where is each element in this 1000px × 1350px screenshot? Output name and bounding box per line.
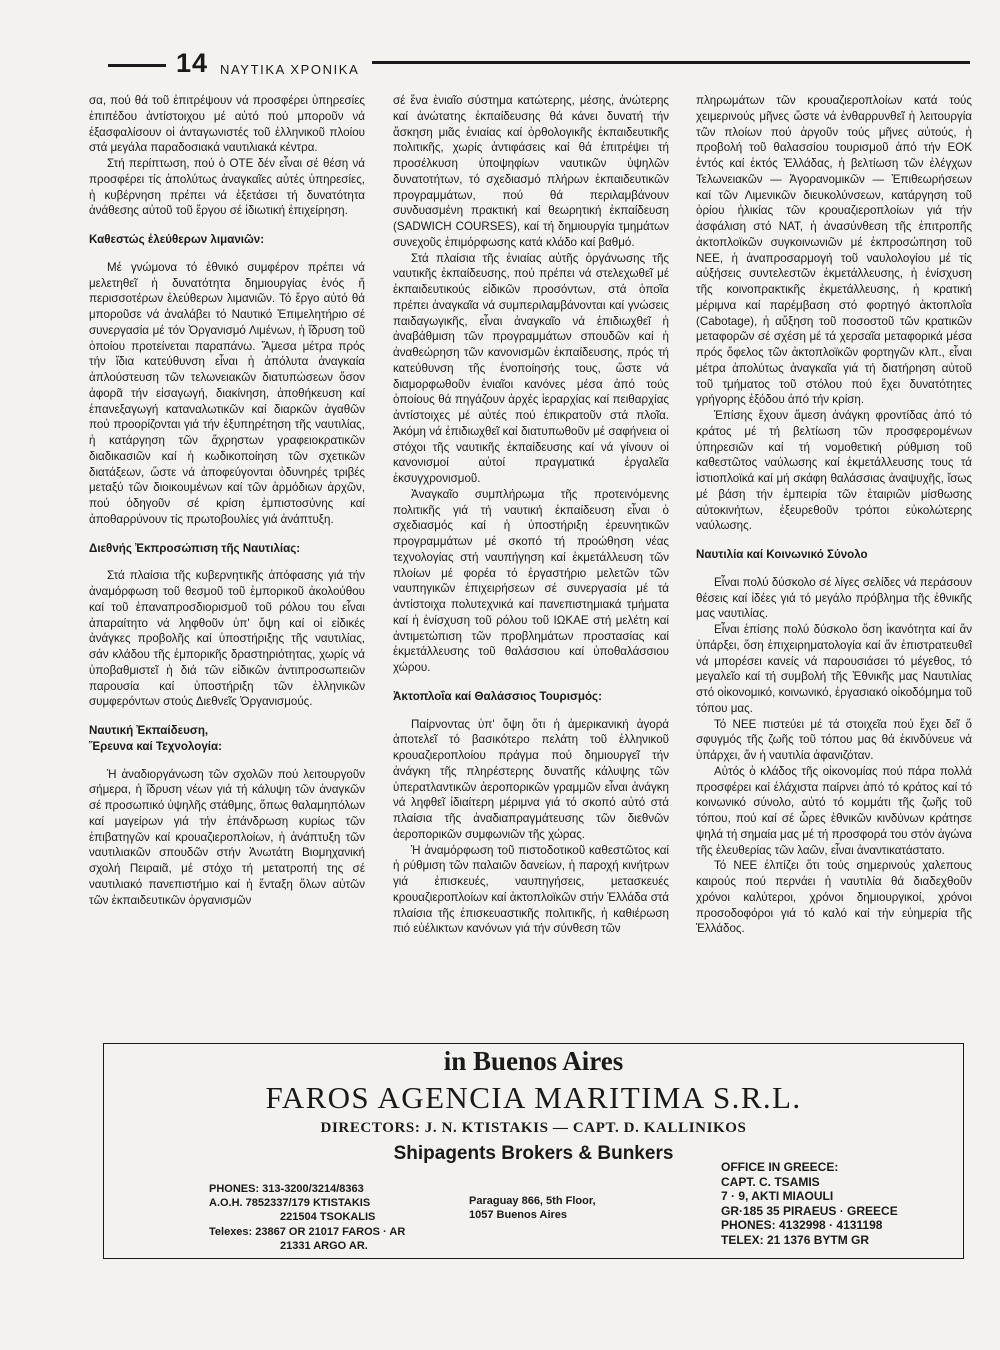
ad-phones: PHONES: 313-3200/3214/8363 (209, 1183, 364, 1195)
paragraph: Ἡ ἀναμόρφωση τοῦ πιστοδοτικοῦ καθεστῶτος καί ἡ ρύθμιση τῶν παλαιῶν δανείων, ἡ παροχή κινήτρων γιά ἐπισκευές, ναυπηγήσεις, μετασκευές κρουαζιεροπλοίων καί ἀκτοπλοϊκῶν στήν Ἑλλάδα στά πλαίσια τῆς ἐπισκευαστικῆς πολιτικῆς, ἡ καθιέρωση πιό εὐέλικτων κανόνων γιά τήν σύνθεση τῶν (393, 843, 669, 936)
section-heading: Ἀκτοπλοΐα καί Θαλάσσιος Τουρισμός: (393, 689, 602, 703)
section-heading-line: Ναυτική Ἐκπαίδευση, (89, 724, 209, 737)
article-column-2 (393, 93, 669, 1038)
paragraph: Ἀναγκαῖο συμπλήρωμα τῆς προτεινόμενης πολιτικῆς γιά τή ναυτική ἐκπαίδευση εἶναι ὁ σχεδιασμός καί ἡ ὑποστήριξη ἐρευνητικῶν προγραμμάτων μέ σκοπό τή προώθηση νέας τεχνολογίας στή ναυπήγηση καί ἐκμετάλλευση τῶν πλοίων μέ φορέα τό ἐργαστήριο μελετῶν τῶν ναυπηγικῶν ἐπιχειρήσεων σέ συνεργασία μέ τά ἀντίστοιχα πολυτεχνικά καί πανεπιστημιακά τμήματα καί ἡ ἐνίσχυση τοῦ ρόλου τοῦ ΙΩΚΑΕ στή μελέτη καί ἀντιμετώπιση τῶν προβλημάτων προστασίας καί ἐκμετάλλευσης τοῦ θαλάσσιου καί ὑποθαλάσσιου χώρου. (393, 487, 669, 674)
paragraph: Παίρνοντας ὑπ' ὄψη ὅτι ἡ ἀμερικανική ἀγορά ἀποτελεῖ τό βασικότερο πελάτη τοῦ ἑλληνικοῦ κρουαζιεροπλοίου πράγμα πού δημιουργεῖ τήν ἀνάγκη τῆς πληρέστερης δυνατῆς κάλυψης τῶν ὑπερατλαντικῶν ἀεροπορικῶν γραμμῶν εἶναι ἀνάγκη νά ληφθεῖ ἰδιαίτερη μέριμνα γιά τό σκοπό αὐτό στά πλαίσια τῆς ἀναδιαπραγμάτευσης τῶν διεθνῶν ἀεροπορικῶν συμφωνιῶν τῆς χώρας. (393, 717, 669, 841)
ad-aoh: A.O.H. 7852337/179 KTISTAKIS (209, 1197, 371, 1210)
paragraph: Τό ΝΕΕ πιστεύει μέ τά στοιχεῖα πού ἔχει δεῖ ὅ σφυγμός τῆς ζωῆς τοῦ τόπου μας θά ἐκινδύνευε νά ὑπάρχει, ἄν ἡ ναυτιλία ἀφανιζόταν. (696, 717, 972, 762)
paragraph: Μέ γνώμονα τό ἐθνικό συμφέρον πρέπει νά μελετηθεῖ ἡ δυνατότητα δημιουργίας ἑνός ἤ περισσοτέρων ἐλεύθερων λιμανιῶν. Τό ἔργο αὐτό θά μποροῦσε νά ἀναλάβει τό Ναυτικό Ἐπιμελητήριο σέ συνεργασία μέ τόν Ὀργανισμό Λιμένων, ἡ ἵδρυση τοῦ ὁποίου προτείνεται παραπάνω. Ἄμεσα μέτρα πρός τήν ἴδια κατεύθυνση εἶναι ἡ ἀπόλυτα ἀναγκαία ἀπλούστευση τῶν τελωνειακῶν διατυπώσεων ὅσον ἀφορᾶ τήν εἰσαγωγή, διακίνηση, ἀποθήκευση καί ἐπανεξαγωγή καταναλωτικῶν καί διαρκῶν ἀγαθῶν πού προορίζονται γιά τήν ἐξυπηρέτηση τῆς ναυτιλίας, ἡ κατάργηση τῶν ἄχρηστων γραφειοκρατικῶν διαδικασιῶν καί ἡ κωδικοποίηση τῶν σχετικῶν διατάξεων, ὥστε νά ἀποφεύγονται ὀδυνηρές τριβές μεταξύ τῶν διοικουμένων καί τῶν ἁρμόδιων ἀρχῶν, πού ὁδηγοῦν σέ κρίση ἐμπιστοσύνης καί ἀποθαρρύνουν τίς πρωτοβουλίες γιά ἀνάπτυξη. (89, 260, 365, 526)
ad-greece-telex: TELEX: 21 1376 BYTM GR (721, 1232, 870, 1247)
paragraph: Αὐτός ὁ κλάδος τῆς οἰκονομίας πού πάρα πολλά προσφέρει καί ἐλάχιστα παίρνει ἀπό τό κράτος καί τό κοινωνικό σύνολο, αὐτό τό κομμάτι τῆς ζωῆς τοῦ τόπου, πού καί σέ ὧρες ἐθνικῶν κινδύνων κράτησε ψηλά τή σημαία μας μέ τή προσφορά του στόν ἀγώνα τῆς ἐλευθερίας τῶν λαῶν, εἶναι ἀναντικατάστατο. (696, 764, 972, 857)
article-column-3 (696, 93, 972, 1038)
section-heading: Ναυτιλία καί Κοινωνικό Σύνολο (696, 548, 868, 561)
section-heading (89, 723, 365, 755)
section-heading: Καθεστώς ἐλεύθερων λιμανιῶν: (89, 233, 265, 246)
ad-greece-contact: CAPT. C. TSAMIS (721, 1174, 820, 1189)
ad-greece-phones: PHONES: 4132998 · 4131198 (721, 1218, 883, 1233)
article-column-1 (89, 93, 365, 1038)
header-rule-right (372, 61, 970, 64)
paragraph: σέ ἕνα ἑνιαῖο σύστημα κατώτερης, μέσης, ἀνώτερης καί ἀνώτατης ἐκπαίδευσης θά κάνει δυνατή τήν ἄσκηση μιᾶς ἑνιαίας καί ὀρθολογικῆς ἐκπαιδευτικῆς πολιτικῆς, χωρίς ἀντιφάσεις καί θά ἐπιτρέψει τή προσέλκυση ὑποψηφίων ναυτικῶν ὑψηλῶν δυνατοτήτων, τό σχεδιασμό πλήρων ἐκπαιδευτικῶν προγραμμάτων, πού θά περιλαμβάνουν συνδυασμένη πρακτική καί θεωρητική ἐκπαίδευση (SADWICH COURSES), καί τή δημιουργία τμημάτων συνεχοῦς ἐπιμόρφωσης κατά κλάδο καί βαθμό. (393, 94, 669, 249)
ad-directors: DIRECTORS: J. N. KTISTAKIS — CAPT. D. KALLINIKOS (320, 1120, 747, 1136)
paragraph: Εἶναι ἐπίσης πολύ δύσκολο ὅση ἱκανότητα καί ἄν ὑπάρξει, ὅση ἐπιχειρηματολογία καί ἄν ἐπιστρατευθεῖ νά μπορέσει κανείς νά παρουσιάσει τό μέγεθος, τό μεγαλεῖο καί τή συμβολή τῆς Ἐθνικῆς μας Ναυτιλίας στό οἰκονομικό, κοινωνικό, ἐργασιακό οἰκοδόμημα τοῦ τόπου μας. (696, 623, 972, 715)
publication-title: ΝΑΥΤΙΚΑ ΧΡΟΝΙΚΑ (220, 62, 360, 77)
header-rule-left (108, 64, 166, 67)
ad-greece-title: OFFICE IN GREECE: (721, 1160, 839, 1174)
ad-greece-office (721, 1160, 898, 1248)
ad-services: Shipagents Brokers & Bunkers (393, 1143, 674, 1164)
paragraph: σα, πού θά τοῦ ἐπιτρέψουν νά προσφέρει ὑπηρεσίες ἐπιπέδου ἀντίστοιχου μέ αὐτό πού μποροῦν νά ἐξασφαλίσουν οἱ ἀνταγωνιστές τοῦ ἑλληνικοῦ πλοίου στά μεγάλα παραδοσιακά ναυτιλιακά κέντρα. (89, 94, 365, 155)
advertisement-box (103, 1043, 964, 1259)
paragraph: Ἐπίσης ἔχουν ἄμεση ἀνάγκη φροντίδας ἀπό τό κράτος μέ τή βελτίωση τῶν προσφερομένων ὑπηρεσιῶν καί τή νομοθετική ρύθμιση τοῦ καθεστῶτος ναύλωσης καί ἐκμετάλλευσης τους τά ἱστιοπλοϊκά καί μή σκάφη θαλάσσιας ἀναψυχῆς, ἴσως μέ βάση τήν ἐμπειρία τῶν ἑταιριῶν μίσθωσης αὐτοκινήτων, ἐξευρεθοῦν τρόποι εὐκολώτερης ναύλωσης. (696, 409, 972, 533)
ad-company-name: FAROS AGENCIA MARITIMA S.R.L. (265, 1080, 802, 1115)
section-heading: Διεθνής Ἐκπροσώπιση τῆς Ναυτιλίας: (89, 541, 301, 555)
ad-address-line: 1057 Buenos Aires (469, 1209, 568, 1222)
section-heading-line: Ἔρευνα καί Τεχνολογία: (89, 739, 222, 753)
paragraph: πληρωμάτων τῶν κρουαζιεροπλοίων κατά τούς χειμερινούς μῆνες ὥστε νά ἐνθαρρυνθεῖ ἡ λειτουργία τῶν πλοίων πού ἀργοῦν τούς μῆνες αὐτούς, ἡ προβολή τοῦ θαλασσίου τουρισμοῦ ἀπό τήν ΕΟΚ ἐντός καί ἐκτός Ἑλλάδας, ἡ βελτίωση τῶν ἐλέγχων Τελωνειακῶν — Ἀγορανομικῶν — Ἐπιθεωρήσεων καί τῶν Λιμενικῶν διευκολύνσεων, κατάργηση τοῦ ὁρίου ἡλικίας τῶν κρουαζιεροπλοίων γιά τήν ἀσφάλιση στό ΝΑΤ, ἡ ἀνασύνθεση τῆς ἐπιτροπῆς ἀκτοπλοϊκῶν συγκοινωνιῶν μέ ἐκπροσώπηση τοῦ ΝΕΕ, ἡ ἀναπροσαρμογή τοῦ ναυλολογίου μέ τίς αὐξήσεις συντελεστῶν ἐκμετάλλευσης, ἡ ἐνίσχυση τῆς κοινοπρακτικῆς ἐκμετάλλευσης, ἡ κρατική μέριμνα καί παρέμβαση στό φορτηγό ἀκτοπλοΐα (Cabotage), ἡ αὔξηση τοῦ ποσοστοῦ τῶν κρατικῶν μεταφορῶν σέ σχέση μέ τά χερσαῖα μεταφορικά μέσα πρός ὄφελος τῶν ἀκτοπλοϊκῶν φορτηγῶν κλπ., εἶναι μέτρα ἀπολύτως ἀναγκαῖα γιά τή διατήρηση αὐτοῦ τοῦ τμήματος τοῦ στόλου πού ἔχει δυνατότητες γρήγορης ἐξόδου ἀπό τήν κρίση. (696, 94, 972, 407)
page-header (108, 48, 970, 80)
paragraph: Στή περίπτωση, πού ὁ ΟΤΕ δέν εἶναι σέ θέση νά προσφέρει τίς ἀπολύτως ἀναγκαῖες αὐτές ὑπηρεσίες, ἡ κυβέρνηση πρέπει νά ἐξετάσει τή δυνατότητα ἀνάθεσης αὐτοῦ τοῦ ἔργου σέ ἰδιωτική ἐπιχείρηση. (89, 157, 365, 218)
paragraph: Στά πλαίσια τῆς ἑνιαίας αὐτῆς ὀργάνωσης τῆς ναυτικῆς ἐκπαίδευσης, πού πρέπει νά στελεχωθεῖ μέ ἐκπαιδευτικούς εἰδικῶν προσόντων, στά ὁποῖα πρέπει ἀναγκαῖα νά συμπεριλαμβάνονται καί γνώσεις παιδαγωγικῆς, εἶναι ἀναγκαῖο νά ἐπιδιωχθεῖ ἡ ἀναβάθμιση τῶν προγραμμάτων σπουδῶν καί ἡ ἀναθεώρηση τῶν κανονισμῶν ἐκπαίδευσης, πρός τή κατεύθυνση τῆς ἑνοποίησής τους, ὥστε νά διαμορφωθοῦν ἑνιαῖοι κανόνες μέσα ἀπό τούς ὁποίους θά πηγάζουν ἀρχές ἱεραρχίας καί πειθαρχίας ἀντίστοιχες μέ αὐτές πού ἐπικρατοῦν στά πλοῖα. Ἀκόμη νά ἐπιδιωχθεῖ καί διατυπωθοῦν μέ σαφήνεια οἱ στόχοι τῆς ναυτικῆς ἐκπαίδευσης καί νά γίνουν οἱ κανονισμοί αὐτοί πραγματικά ἐργαλεῖα ἐκσυγχρονισμοῦ. (393, 251, 669, 485)
ad-greece-address: GR·185 35 PIRAEUS · GREECE (721, 1203, 898, 1218)
ad-buenos-aires-contacts (209, 1182, 405, 1253)
ad-city: in Buenos Aires (443, 1046, 624, 1076)
paragraph: Εἶναι πολύ δύσκολο σέ λίγες σελίδες νά περάσουν θέσεις καί ἰδέες γιά τό μεγάλο πρόβλημα τῆς ἐθνικῆς μας ναυτιλίας. (696, 575, 972, 621)
ad-greece-address: 7 · 9, AKTI MIAOULI (721, 1189, 834, 1204)
ad-aoh: 221504 TSOKALIS (280, 1211, 376, 1224)
ad-telexes: Telexes: 23867 OR 21017 FAROS · AR (209, 1225, 406, 1238)
ad-address-line: Paraguay 866, 5th Floor, (469, 1195, 596, 1207)
ad-telexes: 21331 ARGO AR. (280, 1239, 368, 1252)
page-number: 14 (176, 48, 209, 78)
ad-buenos-aires-address (469, 1194, 596, 1222)
paragraph: Τό ΝΕΕ ἐλπίζει ὅτι τούς σημερινούς χαλεπους καιρούς πού περνάει ἡ ναυτιλία θά διαδεχθοῦν χρόνοι καλύτεροι, χρόνοι δημιουργικοί, χρόνοι προσοδοφόροι γιά τό καλό καί τήν εὐημερία τῆς Ἑλλάδος. (696, 859, 972, 936)
paragraph: Στά πλαίσια τῆς κυβερνητικῆς ἀπόφασης γιά τήν ἀναμόρφωση τοῦ θεσμοῦ τοῦ ἐμπορικοῦ ἀκολούθου καί τοῦ ἐπαναπροσδιορισμοῦ τοῦ ρόλου του εἶναι ἀπαραίτητο νά ληφθοῦν ὑπ' ὄψη καί οἱ εἰδικές ἀνάγκες προβολῆς καί ὑποστήριξης τῆς ναυτιλίας, σάν κλάδου τῆς ἐμπορικῆς δραστηριότητας, χωρίς νά ὑποβαθμιστεῖ ἡ διά τῶν εἰδικῶν ἀντιπροσωπειῶν παρουσία καί ὑποστήριξη τῶν ἑλληνικῶν συμφερόντων στούς Διεθνεῖς Ὀργανισμούς. (89, 569, 365, 709)
paragraph: Ἡ ἀναδιοργάνωση τῶν σχολῶν πού λειτουργοῦν σήμερα, ἡ ἵδρυση νέων γιά τή κάλυψη τῶν ἀναγκῶν σέ προσωπικό ὑψηλῆς στάθμης, ὅπως θαλαμηπόλων καί μαγείρων γιά τήν ἐπάνδρωση κυρίως τῶν ἐπιβατηγῶν καί κρουαζιεροπλοίων, ἡ ἀνάπτυξη τῶν ναυτιλιακῶν σπουδῶν στήν Ἀνωτάτη Βιομηχανική σχολή Πειραιᾶ, μέ στόχο τή μετατροπή της σέ ναυτιλιακό πανεπιστήμιο καί ἡ ἔνταξη ὅλων αὐτῶν τῶν ἐκπαιδευτικῶν ὀργανισμῶν (89, 767, 365, 907)
